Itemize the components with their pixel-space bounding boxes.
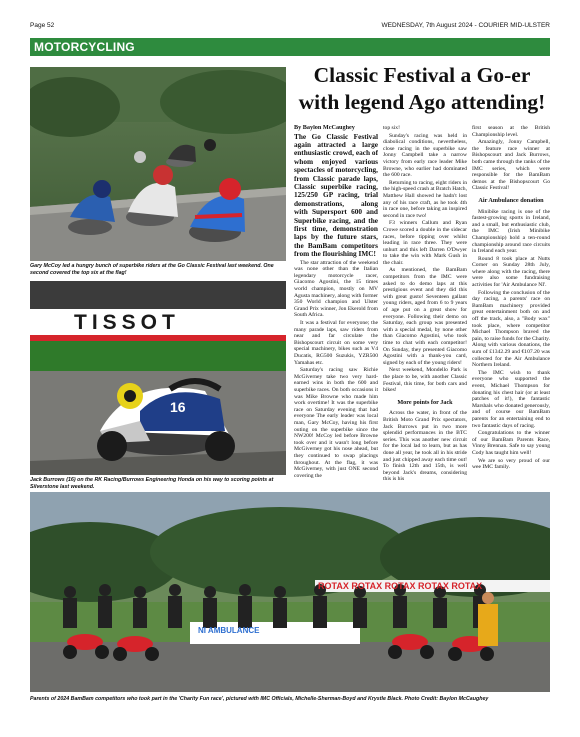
article-column-3 [472,125,550,487]
caption-bottom-photo: Parents of 2024 BamBam competitors who took part in the 'Charity Fun race', pictured with IMC Officials, Michelle-Sherman-Boyd and Krystle Black. Photo Credit: Baylon McCaughey [30,696,489,702]
body-paragraph: Following the conclusion of the day racing, a parents' race on BamBam machinery provided great entertainment both on and off the track, also, a "Body wax" took place, where competitor Michael Thompson braved the pain, to raise funds for the Charity. Along with various donations, the sum of £1342.29 and €107.20 was collected for the Air Ambulance Northern Ireland. [472,289,550,369]
byline: By Baylon McCaughey [294,125,355,131]
body-paragraph: Minibike racing is one of the fastest-growing sports in Ireland, and a small, but enthusiastic club, the IMC (Irish Minibike Championship) hold a ten-round championship around race circuits in Ireland each year. [472,208,550,255]
body-paragraph: Amazingly, Jonny Campbell, the feature race winner at Bishopscourt and Jack Burrows, both came through the ranks of the IMC series, which were responsible for the BamBam demos at the Bishopscourt Go Classic Festival! [472,139,550,192]
section-label: MOTORCYCLING [34,40,135,54]
body-paragraph: top six! [383,125,400,131]
superbike-race-illustration [30,67,286,261]
page-number: Page 52 [30,22,55,29]
photo-jack-burrows [30,281,286,475]
lead-paragraph: The Go Classic Festival again attracted a large enthusiastic crowd, each of whom enjoyed various spectacles of motorcycling, from Classic parade laps, Classic superbike racing, 125/250 GP racing, trial demonstrations, along with Supersport 600 and Superbike racing, and the first time, demonstration laps by the future stars, the BamBam competitors from the flourishing IMC! [294,131,378,259]
body-paragraph: The star attraction of the weekend was none other than the Italian legendary motorcycle racer, Giacomo Agostini, the 15 times world champion, mostly on MV Agusta machinery, along with former 350 World champion and Ulster Grand Prix winner, Jon Ekerold from South Africa. [294,259,378,319]
body-paragraph: Sunday's racing was held in diabolical conditions, nevertheless, close racing in the superbike saw Jonny Campbell take a narrow victory from early race leader Mike Browne, who earlier had dominated the 600 race. [383,132,467,179]
caption-top-photo: Gary McCoy led a hungry bunch of superbike riders at the Go Classic Festival last weekend. One second covered the top six at the flag! [30,263,274,276]
article-column-1 [294,125,378,487]
headline-line-1: Classic Festival a Go-er [313,63,531,87]
photo-bambam-group [30,492,550,692]
charity-banner: NI AMBULANCE [198,626,260,635]
article-headline [294,62,550,116]
rotax-banner: ROTAX ROTAX ROTAX ROTAX ROTAX [318,581,483,591]
caption-middle-photo: Jack Burrows (16) on the RK Racing/Burrows Engineering Honda on his way to scoring points at Silverstone last weekend. [30,477,274,490]
body-paragraph: Congratulations to the winner of our BamBam Parents Race, Vinny Brennan. Safe to say young Cody has taught him well! [472,430,550,456]
body-paragraph: Returning to racing, eight riders in the high-speed crash at Bratch Hatch, Matthew Hall showed he hadn't lost any of his race craft, as he took 4th in race one, before taking an inspired second in race two! [383,179,467,219]
bike-number: 16 [170,399,186,415]
subhead-air-ambulance: Air Ambulance donation [478,196,544,204]
date-line: WEDNESDAY, 7th August 2024 - COURIER MID-ULSTER [381,22,550,29]
photo-superbike-race [30,67,286,261]
body-paragraph: F3 winners Callum and Ryan Crowe scored a double in the sidecar races, before tipping over whilst leading in race three. They were unhurt and this left Darren O'Dwyer to take the win with Mark Gush in the chair. [383,220,467,266]
body-paragraph: As mentioned, the BamBam competitors from the IMC were asked to do demo laps at this prestigious event and they did this with great gusto! Seventeen gallant young riders, aged from 6 to 9 years of age put on a great show for everyone. Following their demo on Saturday, each group was presented with a special medal, by none other than Giacomo Agostini, who took time to chat with each competitor! On Sunday, they presented Giacomo Agostini with a thank-you card, signed by each of the young riders! [383,267,467,366]
body-paragraph: Saturday's racing saw Richie McGiverney take two very hard-earned wins in both the 600 and superbike races. On both occasions it was Mike Browne who made him work overtime! It was the superbike race on Saturday evening that had everyone The early leader was local man, Gary McCoy, having his first outing on the superbike since the NW200! McCoy led before Browne took over and it wasn't long before McGiverney got his nose ahead, but they continued to swap placings throughout. At the flag, it was McGiverney, with just ONE second covering the [294,367,378,479]
body-paragraph: The IMC wish to thank everyone who supported the event, Michael Thompson for donating his chest hair (or at least patches of it!), the fantastic Marshals who donated generously, and of course our BamBam parents for an entertaining end to two fantastic days of racing. [472,369,550,429]
headline-line-2: with legend Ago attending! [298,90,546,114]
body-paragraph: Next weekend, Mondello Park is the place to be, with another Classic Festival, this time, for both cars and bikes! [383,367,467,394]
body-paragraph: It was a festival for everyone; the many parade laps, saw riders from near and far circulate the Bishopscourt circuit on some very special machinery, bikes such as V4 Ducatis, RG500 Suzukis, YZR500 Yamahas etc. [294,320,378,366]
group-photo-illustration [30,492,550,692]
section-banner [30,38,550,56]
article-column-2 [383,125,467,487]
body-paragraph: We are so very proud of our wee IMC family. [472,457,550,471]
body-paragraph: Round 8 took place at Nutts Corner on Sunday 28th July, where along with the racing, there were also some fundraising activities for 'Air Ambulance NI'. [472,255,550,289]
subhead-points: More points for Jack [397,398,453,406]
sponsor-banner: TISSOT [74,311,180,334]
body-paragraph: Across the water, in front of the British Moto Grand Prix spectators, Jack Burrows put in two more splendid performances in the BTC series. This was another new circuit for the local lad to learn, but as has done all year, he took all in his stride and just chipped away each time out! To finish 12th and 15th, is well beyond Jack's dreams, considering this is his [383,410,467,483]
page-header [30,22,550,33]
body-paragraph: first season at the British Championship level. [472,125,550,138]
